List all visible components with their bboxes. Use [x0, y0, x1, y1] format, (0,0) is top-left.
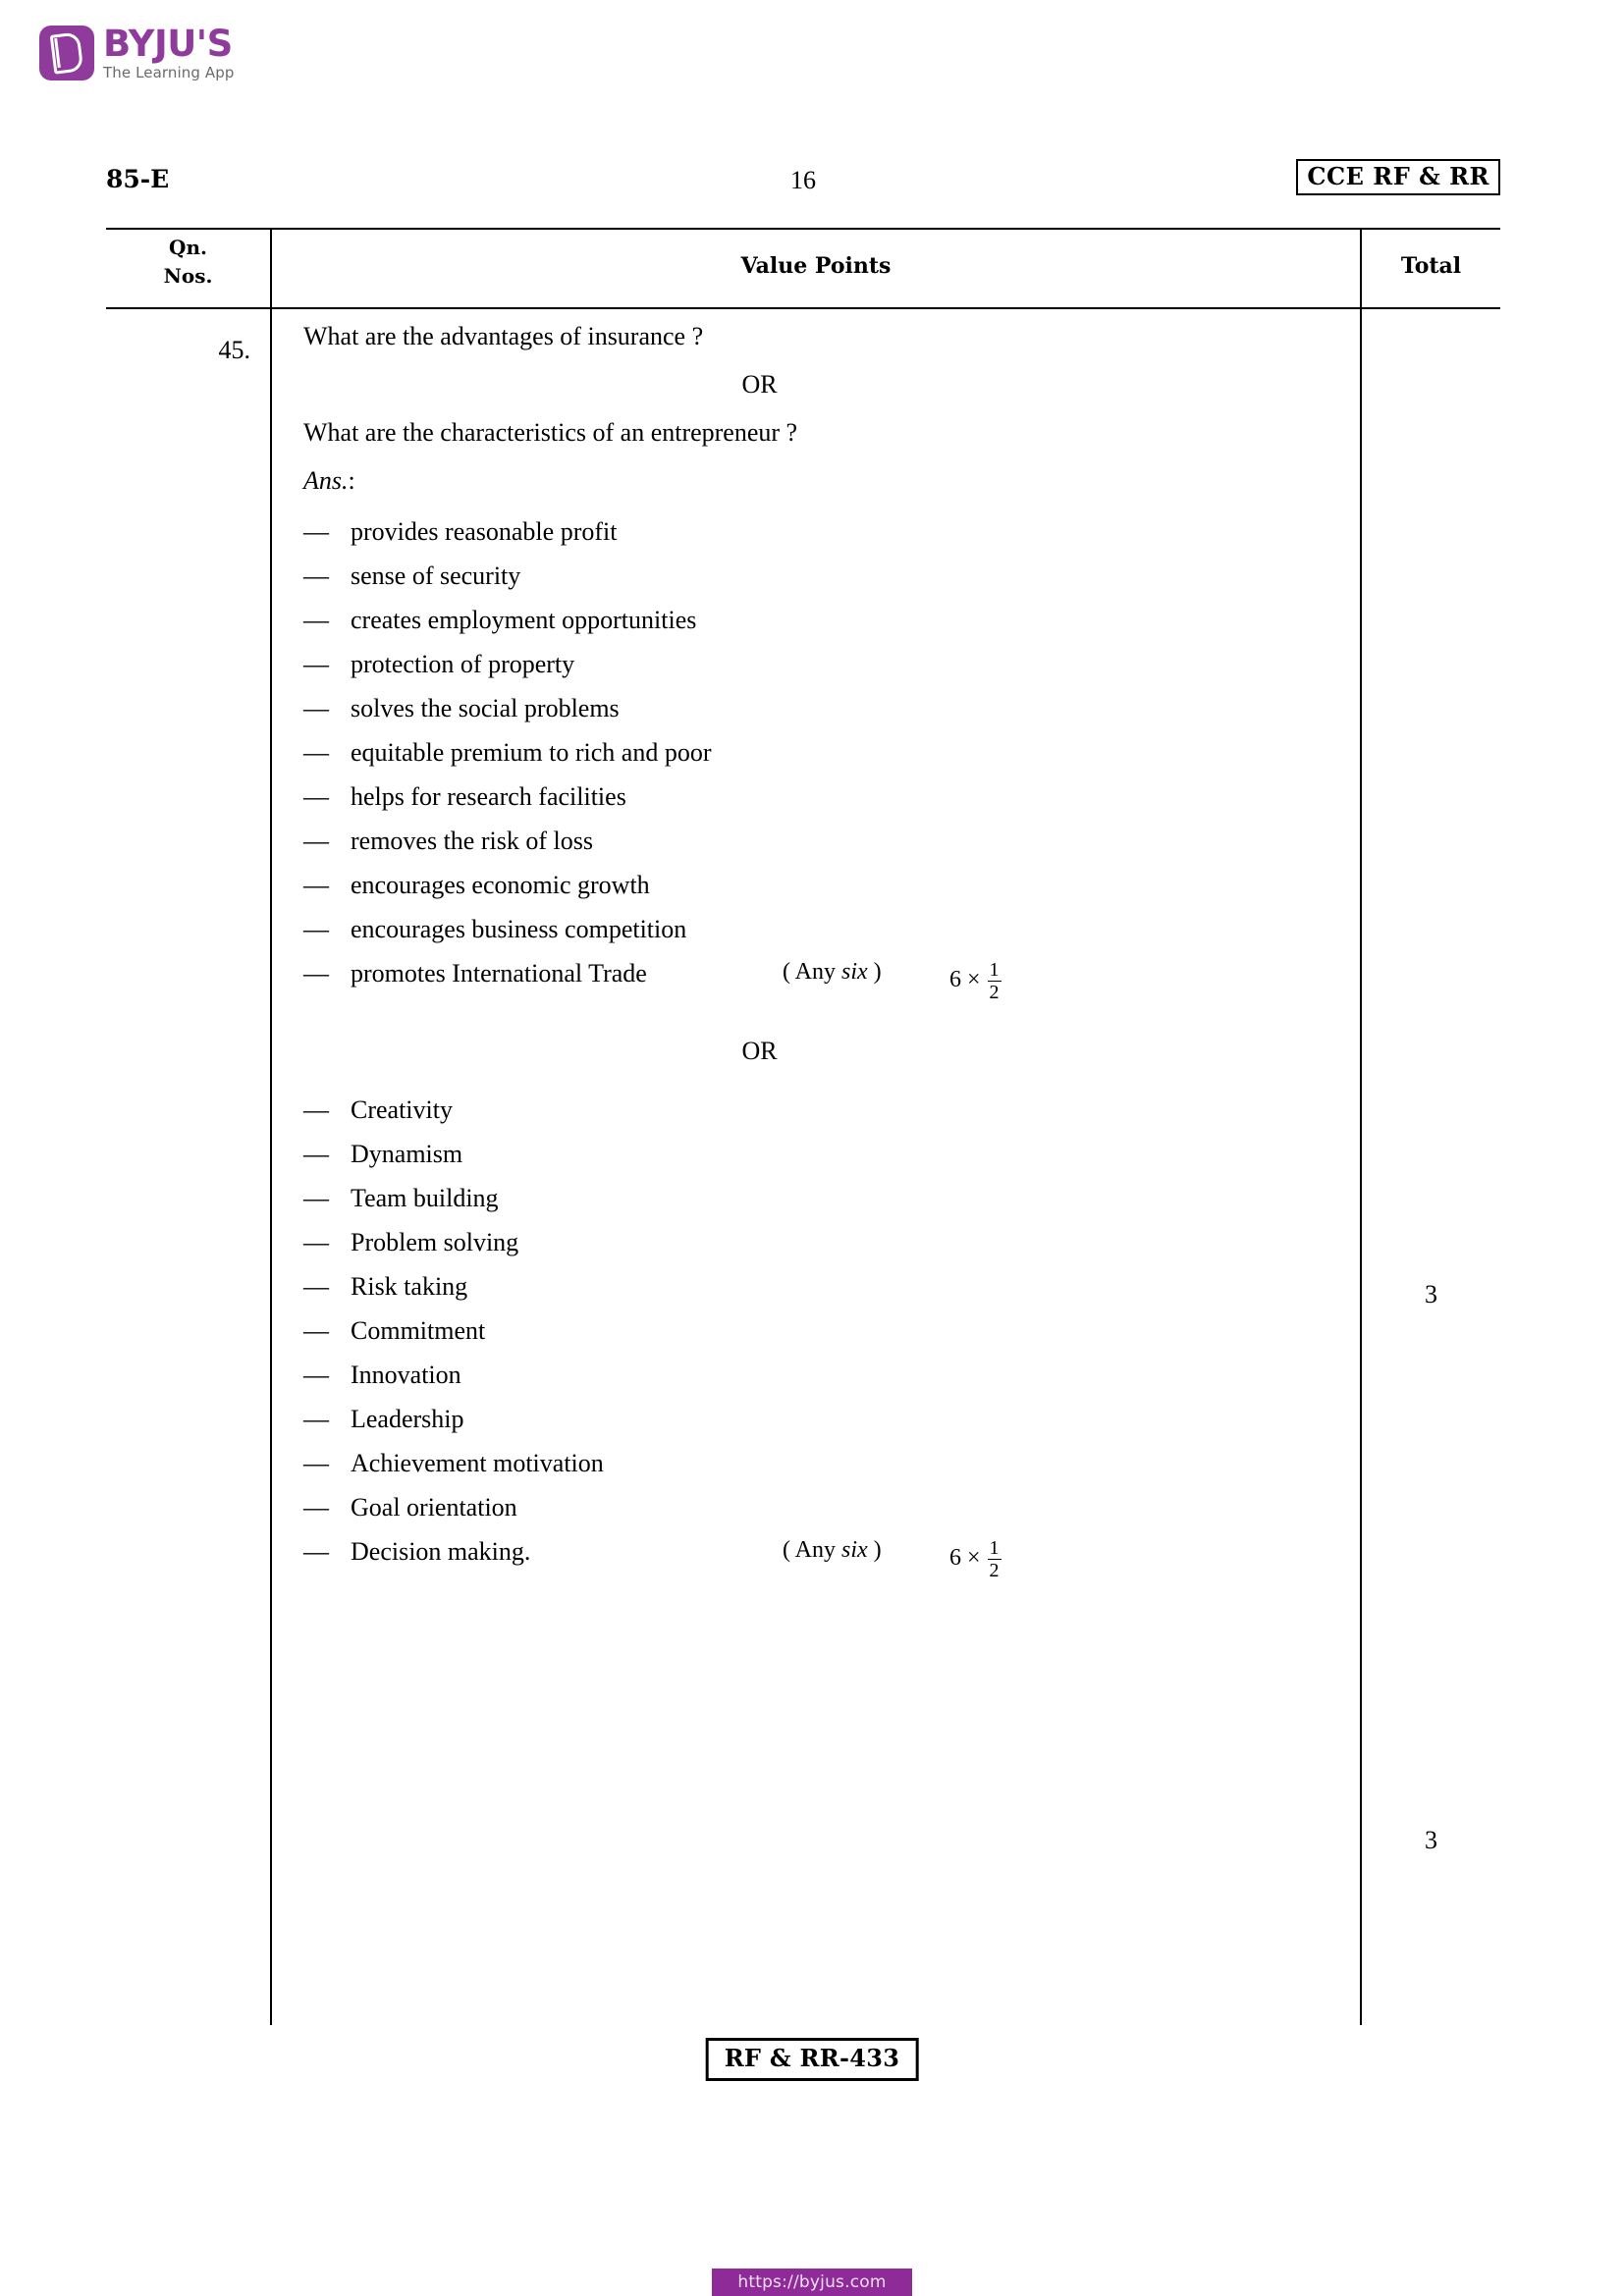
answer-a-list: [272, 517, 1360, 1003]
column-header-total: Total: [1400, 253, 1462, 279]
bullet-dash-icon: —: [303, 1140, 329, 1168]
bullet-dash-icon: —: [303, 1537, 329, 1566]
list-item: [272, 1095, 1360, 1140]
bullet-dash-icon: —: [303, 1316, 329, 1345]
bullet-dash-icon: —: [303, 1361, 329, 1389]
logo-text-block: [103, 23, 235, 81]
paper-code-badge: RF & RR-433: [706, 2038, 919, 2081]
list-item-label: helps for research facilities: [351, 782, 626, 811]
bullet-dash-icon: —: [303, 871, 329, 899]
list-item-label: Creativity: [351, 1095, 453, 1124]
bullet-dash-icon: —: [303, 694, 329, 722]
byjus-logo: [39, 23, 235, 81]
marks-fraction: [988, 960, 1001, 1002]
bullet-dash-icon: —: [303, 650, 329, 678]
list-item: [272, 959, 1360, 1003]
list-item-label: Leadership: [351, 1405, 464, 1433]
list-item-label: Decision making.: [351, 1537, 531, 1566]
list-item: [272, 1272, 1360, 1316]
fraction-numerator: 1: [989, 959, 1000, 981]
list-item: [272, 1405, 1360, 1449]
list-item-label: Achievement motivation: [351, 1449, 604, 1477]
list-item: [272, 1228, 1360, 1272]
table-top-rule: [106, 228, 1500, 230]
fraction-denominator: 2: [989, 982, 1000, 1003]
page-number: 16: [790, 166, 816, 194]
list-item: [272, 871, 1360, 915]
answer-label-colon: :: [348, 466, 355, 495]
marks-fraction: [988, 1538, 1001, 1580]
question-prompt-b: What are the characteristics of an entrepreneur ?: [303, 418, 798, 447]
table-column-divider-right: [1360, 228, 1362, 2025]
list-item-label: Problem solving: [351, 1228, 519, 1256]
list-item: [272, 650, 1360, 694]
list-item-label: Risk taking: [351, 1272, 468, 1301]
bullet-dash-icon: —: [303, 738, 329, 767]
bullet-dash-icon: —: [303, 1184, 329, 1212]
bullet-dash-icon: —: [303, 827, 329, 855]
list-item-label: removes the risk of loss: [351, 827, 593, 855]
list-item: [272, 1184, 1360, 1228]
question-or-separator: OR: [741, 370, 778, 399]
list-item-label: sense of security: [351, 561, 521, 590]
bullet-dash-icon: —: [303, 959, 329, 988]
bullet-dash-icon: —: [303, 1493, 329, 1522]
list-item-label: provides reasonable profit: [351, 517, 618, 546]
total-value-answer-a: 3: [1425, 1280, 1437, 1308]
byjus-logo-mark-icon: [39, 26, 94, 80]
bullet-dash-icon: —: [303, 517, 329, 546]
page-header: [106, 162, 1500, 208]
bullet-dash-icon: —: [303, 915, 329, 943]
answer-label-text: Ans.: [303, 466, 349, 495]
list-item: [272, 915, 1360, 959]
list-item: [272, 1140, 1360, 1184]
answer-b-any-note: [783, 1537, 882, 1564]
list-item-label: Dynamism: [351, 1140, 463, 1168]
column-header-qn-line1: Qn.: [169, 236, 207, 259]
total-value-answer-b: 3: [1425, 1826, 1437, 1854]
bullet-dash-icon: —: [303, 606, 329, 634]
answer-a-any-note: [783, 959, 882, 986]
table-header-rule: [106, 307, 1500, 309]
list-item-label: creates employment opportunities: [351, 606, 697, 634]
any-note-count: six: [841, 1537, 868, 1563]
answer-b-list: [272, 1095, 1360, 1581]
logo-tagline: The Learning App: [103, 64, 235, 81]
answer-or-separator: OR: [741, 1037, 778, 1065]
list-item: [272, 606, 1360, 650]
bullet-dash-icon: —: [303, 1095, 329, 1124]
list-item-label: equitable premium to rich and poor: [351, 738, 712, 767]
list-item-label: encourages business competition: [351, 915, 687, 943]
bullet-dash-icon: —: [303, 782, 329, 811]
marks-multiplier: 6 ×: [949, 1545, 981, 1571]
list-item-label: Innovation: [351, 1361, 461, 1389]
list-item-label: Team building: [351, 1184, 499, 1212]
bullet-dash-icon: —: [303, 561, 329, 590]
list-item-label: promotes International Trade: [351, 959, 647, 988]
question-number: 45.: [218, 336, 250, 364]
list-item-label: protection of property: [351, 650, 575, 678]
value-points-cell: [272, 322, 1360, 1581]
fraction-numerator: 1: [989, 1537, 1000, 1559]
subject-code: 85-E: [106, 165, 170, 193]
marks-multiplier: 6 ×: [949, 967, 981, 992]
list-item: [272, 1361, 1360, 1405]
list-item: [272, 827, 1360, 871]
answer-b-marks: [949, 1537, 1001, 1579]
bullet-dash-icon: —: [303, 1449, 329, 1477]
any-note-count: six: [841, 959, 868, 985]
watermark-url: https://byjus.com: [737, 2272, 887, 2292]
exam-code-badge: CCE RF & RR: [1296, 159, 1500, 195]
bullet-dash-icon: —: [303, 1272, 329, 1301]
column-header-question-numbers: [106, 234, 270, 291]
list-item: [272, 1316, 1360, 1361]
list-item-label: Goal orientation: [351, 1493, 517, 1522]
bullet-dash-icon: —: [303, 1228, 329, 1256]
list-item-label: Commitment: [351, 1316, 486, 1345]
question-prompt-a: What are the advantages of insurance ?: [303, 322, 704, 350]
list-item: [272, 1449, 1360, 1493]
list-item-label: encourages economic growth: [351, 871, 650, 899]
any-note-suffix: ): [867, 1537, 882, 1563]
list-item: [272, 561, 1360, 606]
answer-key-table: [106, 228, 1500, 2025]
bullet-dash-icon: —: [303, 1405, 329, 1433]
logo-brand-name: BYJU'S: [103, 23, 233, 65]
any-note-prefix: ( Any: [783, 1537, 841, 1563]
list-item: [272, 1537, 1360, 1581]
any-note-prefix: ( Any: [783, 959, 841, 985]
column-header-value-points: Value Points: [740, 253, 892, 279]
list-item: [272, 738, 1360, 782]
answer-a-marks: [949, 959, 1001, 1001]
watermark-bar: [712, 2269, 912, 2296]
list-item-label: solves the social problems: [351, 694, 620, 722]
list-item: [272, 1493, 1360, 1537]
list-item: [272, 782, 1360, 827]
answer-label: [272, 466, 1360, 496]
any-note-suffix: ): [867, 959, 882, 985]
list-item: [272, 517, 1360, 561]
column-header-qn-line2: Nos.: [163, 264, 213, 288]
fraction-denominator: 2: [989, 1560, 1000, 1581]
list-item: [272, 694, 1360, 738]
